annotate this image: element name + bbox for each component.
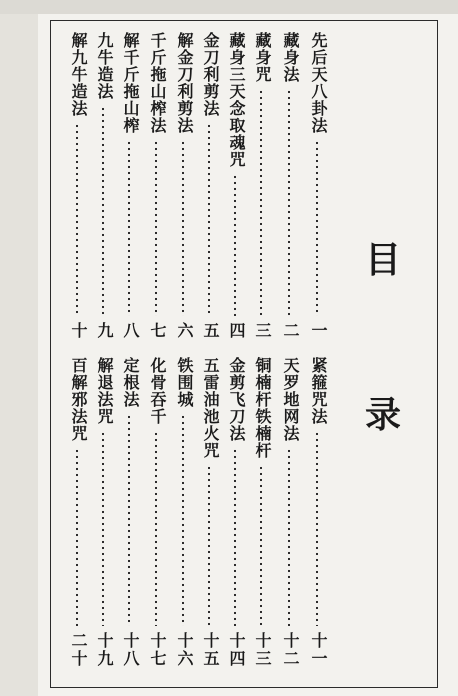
entry-title: 天罗地网法 bbox=[281, 357, 300, 442]
entry-title: 藏身咒 bbox=[253, 32, 272, 83]
entry-page-number: 十二 bbox=[281, 632, 300, 668]
entry-title: 解退法咒 bbox=[95, 357, 114, 425]
entry-page-number: 五 bbox=[201, 322, 220, 340]
entry-title: 解千斤拖山榨 bbox=[121, 32, 140, 134]
page-edge-left bbox=[0, 0, 38, 696]
leader-dots bbox=[155, 431, 157, 626]
leader-dots bbox=[288, 448, 290, 626]
leader-dots bbox=[316, 140, 318, 316]
leader-dots bbox=[182, 140, 184, 316]
entry-page-number: 三 bbox=[253, 322, 272, 340]
lower-entry bbox=[198, 357, 220, 668]
leader-dots bbox=[316, 431, 318, 626]
entry-page-number: 十四 bbox=[227, 632, 246, 668]
lower-entry bbox=[224, 357, 246, 668]
leader-dots bbox=[76, 123, 78, 316]
entry-title: 百解邪法咒 bbox=[69, 357, 88, 442]
entry-title: 藏身三天念取魂咒 bbox=[227, 32, 246, 168]
leader-dots bbox=[234, 448, 236, 626]
leader-dots bbox=[234, 174, 236, 316]
entry-title: 铜楠杆铁楠杆 bbox=[253, 357, 272, 459]
leader-dots bbox=[128, 140, 130, 316]
entry-page-number: 十五 bbox=[201, 632, 220, 668]
entry-page-number: 九 bbox=[95, 322, 114, 340]
entry-page-number: 六 bbox=[175, 322, 194, 340]
upper-entry bbox=[278, 32, 300, 340]
entry-page-number: 十 bbox=[69, 322, 88, 340]
page-edge-top bbox=[0, 0, 458, 14]
leader-dots bbox=[288, 89, 290, 316]
upper-entry bbox=[66, 32, 88, 340]
leader-dots bbox=[102, 106, 104, 316]
entry-title: 先后天八卦法 bbox=[309, 32, 328, 134]
entry-title: 定根法 bbox=[121, 357, 140, 408]
title-char-mu: 目 bbox=[364, 239, 401, 281]
leader-dots bbox=[182, 414, 184, 626]
entry-title: 解九牛造法 bbox=[69, 32, 88, 117]
entry-page-number: 十八 bbox=[121, 632, 140, 668]
upper-entry bbox=[250, 32, 272, 340]
entry-title: 藏身法 bbox=[281, 32, 300, 83]
entry-title: 化骨吞千 bbox=[148, 357, 167, 425]
entry-title: 九牛造法 bbox=[95, 32, 114, 100]
upper-entry bbox=[118, 32, 140, 340]
lower-entry bbox=[145, 357, 167, 668]
entry-page-number: 十一 bbox=[309, 632, 328, 668]
upper-entry bbox=[172, 32, 194, 340]
entry-title: 紧箍咒法 bbox=[309, 357, 328, 425]
lower-entry bbox=[172, 357, 194, 668]
entry-page-number: 十七 bbox=[148, 632, 167, 668]
leader-dots bbox=[155, 140, 157, 316]
upper-entry bbox=[224, 32, 246, 340]
entry-page-number: 十九 bbox=[95, 632, 114, 668]
leader-dots bbox=[128, 414, 130, 626]
upper-entry bbox=[145, 32, 167, 340]
lower-entry bbox=[118, 357, 140, 668]
upper-entry bbox=[198, 32, 220, 340]
leader-dots bbox=[208, 465, 210, 626]
title-char-lu: 录 bbox=[364, 394, 401, 436]
entry-title: 金剪飞刀法 bbox=[227, 357, 246, 442]
entry-title: 解金刀利剪法 bbox=[175, 32, 194, 134]
leader-dots bbox=[76, 448, 78, 626]
entry-title: 金刀利剪法 bbox=[201, 32, 220, 117]
entry-page-number: 四 bbox=[227, 322, 246, 340]
lower-entry bbox=[92, 357, 114, 668]
entry-title: 铁围城 bbox=[175, 357, 194, 408]
entry-page-number: 十六 bbox=[175, 632, 194, 668]
lower-entry bbox=[306, 357, 328, 668]
leader-dots bbox=[260, 465, 262, 626]
entry-page-number: 二十 bbox=[69, 632, 88, 668]
leader-dots bbox=[260, 89, 262, 316]
entry-page-number: 七 bbox=[148, 322, 167, 340]
lower-entry bbox=[250, 357, 272, 668]
leader-dots bbox=[208, 123, 210, 316]
upper-entry bbox=[92, 32, 114, 340]
entry-page-number: 十三 bbox=[253, 632, 272, 668]
entry-title: 千斤拖山榨法 bbox=[148, 32, 167, 134]
lower-entry bbox=[66, 357, 88, 668]
leader-dots bbox=[102, 431, 104, 626]
entry-page-number: 一 bbox=[309, 322, 328, 340]
entry-page-number: 二 bbox=[281, 322, 300, 340]
entry-page-number: 八 bbox=[121, 322, 140, 340]
lower-entry bbox=[278, 357, 300, 668]
entry-title: 五雷油池火咒 bbox=[201, 357, 220, 459]
upper-entry bbox=[306, 32, 328, 340]
